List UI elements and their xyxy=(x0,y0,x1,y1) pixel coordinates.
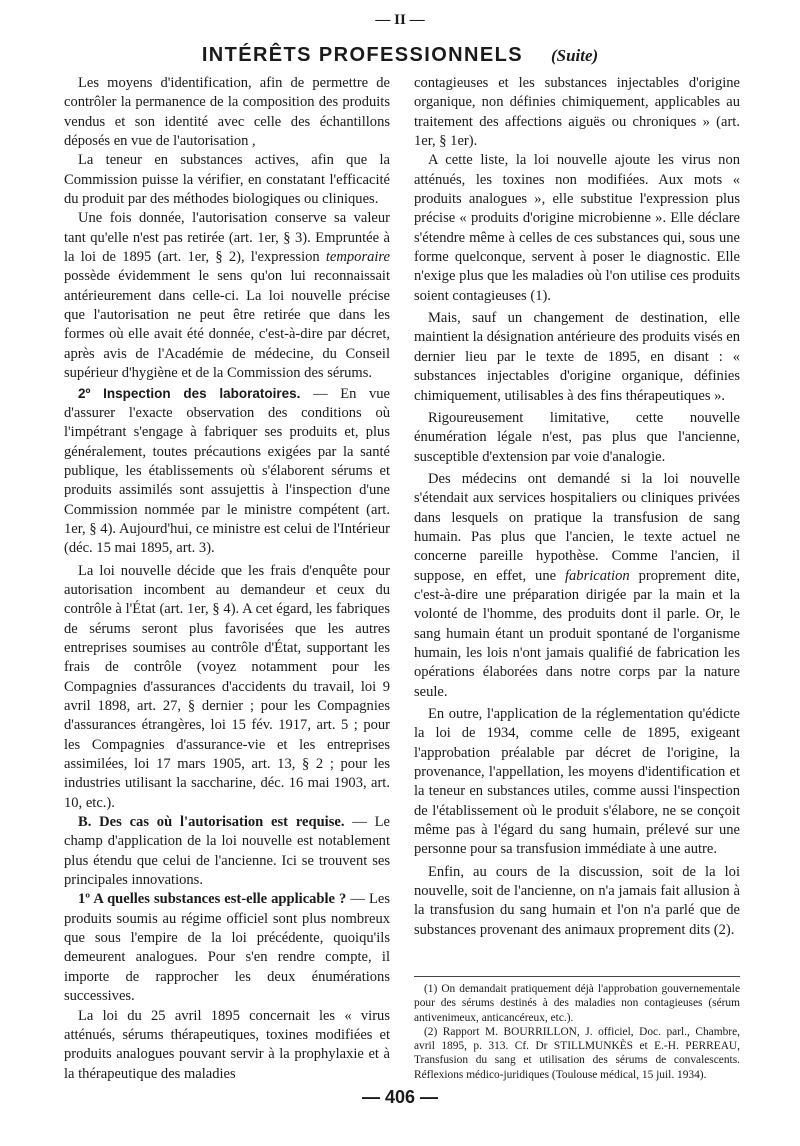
paragraph: B. Des cas où l'autorisation est requise. — Le champ d'application de la loi nouvelle est notablement plus étendu que celui de l'ancienne. Ici se trouvent ses principales innovations. xyxy=(64,814,391,889)
footnote: (2) Rapport M. BOURRILLON, J. officiel, Doc. parl., Chambre, avril 1895, p. 313. Cf. Dr STILLMUNKÈS et E.-H. PERREAU, Transfusion du sang et utilisation des sérums de convalescents. Réflexions médico-juridiques (Toulouse médical, 15 juil. 1934). xyxy=(414,1025,740,1081)
paragraph: La loi nouvelle décide que les frais d'enquête pour autorisation incombent au demandeur et ceux du contrôle à l'État (art. 1er, § 4). A cet égard, les fabriques de sérums seront plus favorisées que les autres entreprises soumises au contrôle d'État, supportant les frais de contrôle (voyez notamment pour les Compagnies d'assurances d'accidents du travail, loi 9 avril 1898, art. 27, § dernier ; pour les Compagnies d'assurances étrangères, loi 15 fév. 1917, art. 5 ; pour les Compagnies d'assurance-vie et les entreprises assimilées, loi 17 mars 1905, art. 13, § 2 ; pour les industries utilisant la saccharine, déc. 16 mai 1903, art. 10, etc.). xyxy=(64,562,390,811)
paragraph: 1º A quelles substances est-elle applicable ? — Les produits soumis au régime officiel sont plus nombreux que sous l'empire de la loi précédente, quoiqu'ils demeurent analogues. Pour s'en rendre compte, il importe de rapprocher les deux énumérations successives. xyxy=(64,891,391,1005)
footnotes xyxy=(414,976,740,1082)
section-continued-label: (Suite) xyxy=(550,46,599,65)
paragraph: Les moyens d'identification, afin de permettre de contrôler la permanence de la composition des produits vendus et son identité avec celle des échantillons déposés en vue de l'autorisation , xyxy=(64,75,390,150)
footnote: (1) On demandait pratiquement déjà l'approbation gouvernementale pour des sérums destinés à des maladies non contagieuses (sérum antivenimeux, anticancéreux, etc.). xyxy=(414,983,740,1024)
left-column xyxy=(64,74,390,1084)
paragraph: Une fois donnée, l'autorisation conserve sa valeur tant qu'elle n'est pas retirée (art. 1er, § 3). Empruntée à la loi de 1895 (art. 1er, § 2), l'expression temporaire possède évidemment le sens qu'on lui reconnaissait antérieurement dans celle-ci. La loi nouvelle précise que l'autorisation ne peut être retirée que dans les formes où elle avait été donnée, c'est-à-dire par décret, après avis de l'Académie de médecine, du Conseil supérieur d'hygiène et de la Commission des sérums. xyxy=(64,210,390,382)
paragraph: contagieuses et les substances injectables d'origine organique, non définies chimiquement, applicables au traitement des affections aiguës ou chroniques » (art. 1er, § 1er). xyxy=(414,75,740,150)
footnote-separator xyxy=(414,976,740,977)
subheading: B. Des cas où l'autorisation est requise. xyxy=(78,814,345,831)
paragraph: La loi du 25 avril 1895 concernait les « virus atténués, sérums thérapeutiques, toxines modifiées et produits analogues pouvant servir à la prophylaxie et à la thérapeutique des maladies xyxy=(64,1007,390,1082)
paragraph: 2º Inspection des laboratoires. — En vue d'assurer l'exacte observation des conditions où l'impétrant s'engage à fabriquer ses produits et, plus généralement, toutes précautions exigées par la santé publique, les établissements où s'élaborent sérums et produits assimilés sont assujettis à l'inspection d'une Commission nommée par le ministre compétent (art. 1er, § 4). Aujourd'hui, ce ministre est celui de l'Intérieur (déc. 15 mai 1895, art. 3). xyxy=(64,385,391,557)
subheading: 2º Inspection des laboratoires. xyxy=(78,385,301,401)
running-page-number: — II — xyxy=(375,12,425,28)
paragraph: Enfin, au cours de la discussion, soit de la loi nouvelle, soit de l'ancienne, on n'a jamais fait allusion à la transfusion du sang humain et l'on n'a parlé que de substances provenant des animaux proprement dits (2). xyxy=(414,863,740,938)
paragraph: En outre, l'application de la réglementation qu'édicte la loi de 1934, comme celle de 1895, exigeant l'approbation préalable par décret de l'origine, la provenance, l'appellation, les moyens d'identification et la teneur en substances utiles, comme aussi l'inspection de l'établissement où le produit s'élabore, ne se conçoit même pas à l'égard du sang humain, prélevé sur une personne pour sa transfusion immédiate à une autre. xyxy=(414,706,740,858)
italic-term: temporaire xyxy=(325,249,390,266)
section-header xyxy=(0,44,800,67)
paragraph: La teneur en substances actives, afin que la Commission puisse la vérifier, en constatant l'efficacité du produit par des méthodes biologiques ou cliniques. xyxy=(64,152,390,208)
paragraph: A cette liste, la loi nouvelle ajoute les virus non atténués, les toxines non modifiées. Aux mots « produits analogues », elle substitue l'expression plus précise « produits d'origine microbienne ». Elle déclare s'étendre même à celles de ces substances qui, sous une forme quelconque, servent à poser le diagnostic. Elle n'exige plus que les maladies où l'on utilise ces produits soient contagieuses (1). xyxy=(414,152,740,304)
subheading: 1º A quelles substances est-elle applicable ? xyxy=(78,891,347,908)
paragraph: Des médecins ont demandé si la loi nouvelle s'étendait aux services hospitaliers ou cliniques privées dans lesquels on pratique la transfusion de sang humain. Pas plus que l'ancien, le texte actuel ne concerne pareille hypothèse. Comme l'ancien, il suppose, en effet, une fabrication proprement dite, c'est-à-dire une préparation dirigée par la main et la volonté de l'homme, des produits dont il parle. Or, le sang humain étant un produit spontané de l'organisme humain, les lois n'ont jamais qualifié de fabrication les opérations élaborées dans notre corps par la nature seule. xyxy=(414,470,741,700)
paragraph: Rigoureusement limitative, cette nouvelle énumération légale n'est, pas plus que l'ancienne, susceptible d'extension par voie d'analogie. xyxy=(414,409,740,465)
italic-term: fabrication xyxy=(564,567,630,584)
section-title: INTÉRÊTS PROFESSIONNELS xyxy=(201,44,523,66)
right-column xyxy=(414,74,740,940)
paragraph: Mais, sauf un changement de destination, elle maintient la désignation antérieure des produits visés en dernier lieu par le texte de 1895, en disant : « substances injectables d'origine organique, définies chimiquement, utilisables à des fins thérapeutiques ». xyxy=(414,310,741,404)
page-number: — 406 — xyxy=(361,1087,439,1107)
